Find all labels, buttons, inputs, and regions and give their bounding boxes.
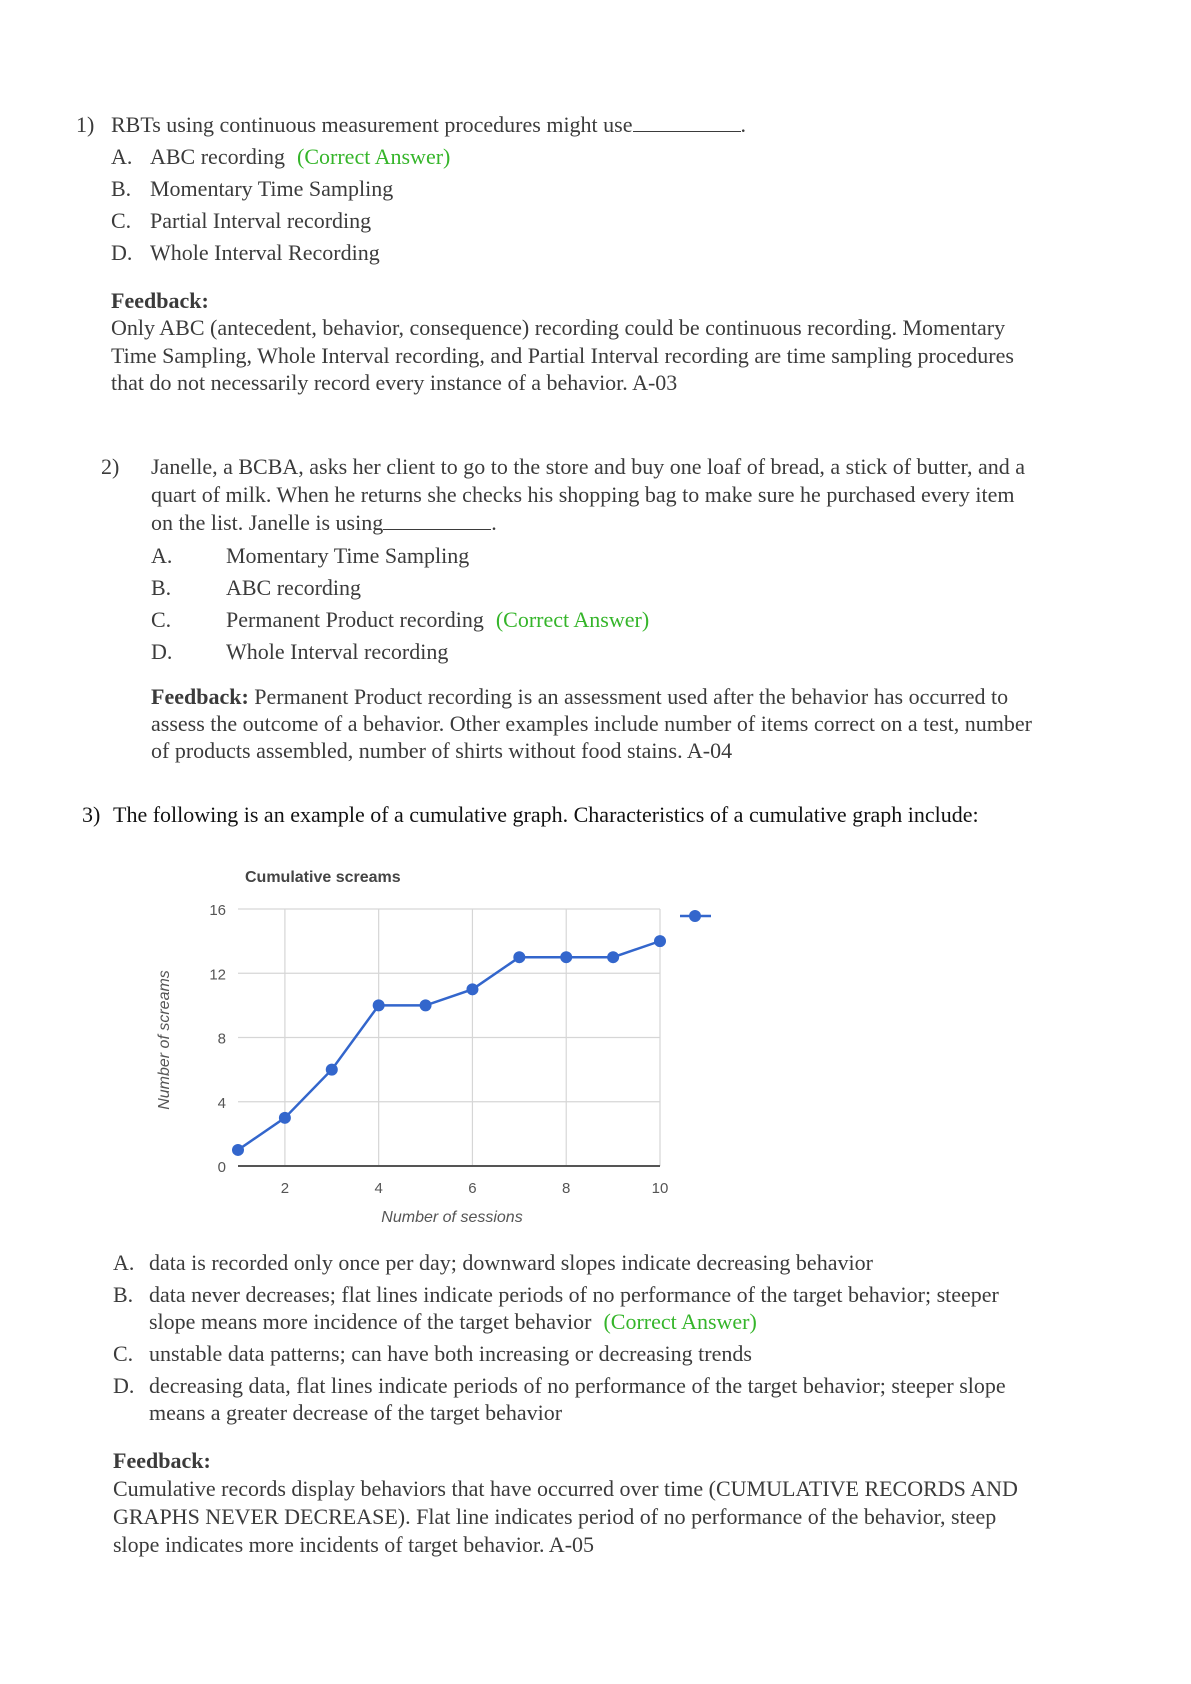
option-text: ABC recording — [150, 144, 286, 169]
q1-number: 1) — [76, 112, 95, 137]
data-point — [607, 951, 619, 963]
q2-stem-end: . — [491, 510, 497, 535]
y-tick-label: 0 — [217, 1159, 226, 1176]
q1-stem — [111, 111, 746, 139]
option-text: Whole Interval recording — [226, 639, 449, 664]
chart-grid — [238, 909, 660, 1166]
q1-stem-end: . — [740, 112, 746, 137]
answer-blank — [633, 111, 741, 132]
option-letter: C. — [111, 208, 132, 233]
x-tick-label: 2 — [280, 1180, 290, 1197]
q3-number: 3) — [82, 802, 101, 827]
option-letter: B. — [151, 575, 172, 600]
option-text: data is recorded only once per day; downward slopes indicate decreasing behavior — [149, 1250, 873, 1275]
q2-stem-line: quart of milk. When he returns she checks his shopping bag to make sure he purchased every item — [151, 482, 1015, 507]
data-point — [466, 983, 478, 995]
x-axis-label: Number of sessions — [381, 1209, 523, 1226]
data-point — [560, 951, 572, 963]
correct-answer-tag: (Correct Answer) — [297, 144, 451, 169]
option-letter: B. — [113, 1282, 134, 1307]
option-text: slope means more incidence of the target behavior — [149, 1309, 592, 1334]
x-tick-label: 4 — [374, 1180, 383, 1197]
option-c — [150, 207, 371, 235]
q2-feedback-line: of products assembled, number of shirts without food stains. A-04 — [151, 738, 733, 763]
data-point — [654, 935, 666, 947]
option-b — [150, 175, 393, 203]
x-tick-label: 8 — [562, 1180, 571, 1197]
option-b — [226, 574, 361, 602]
q2-number: 2) — [101, 454, 120, 479]
option-a — [150, 143, 450, 171]
option-letter: A. — [151, 543, 173, 568]
chart-series — [232, 910, 711, 1156]
option-a — [226, 542, 469, 570]
data-point — [326, 1064, 338, 1076]
option-d — [226, 638, 448, 666]
series-line — [238, 941, 660, 1150]
option-b — [149, 1308, 757, 1336]
option-text: Permanent Product recording — [226, 607, 484, 632]
option-text: unstable data patterns; can have both increasing or decreasing trends — [149, 1341, 752, 1366]
y-tick-label: 16 — [209, 902, 226, 919]
q1-feedback-line: that do not necessarily record every instance of a behavior. A-03 — [111, 370, 678, 395]
y-axis-label: Number of screams — [156, 970, 173, 1110]
option-text: decreasing data, flat lines indicate periods of no performance of the target behavior; steeper slope — [149, 1373, 1006, 1398]
q1-stem-text: RBTs using continuous measurement procedures might use — [111, 112, 633, 137]
y-tick-label: 8 — [217, 1030, 226, 1048]
q3-feedback-label: Feedback: — [113, 1448, 211, 1473]
q1-feedback-label: Feedback: — [111, 288, 209, 313]
option-text: means a greater decrease of the target behavior — [149, 1400, 563, 1425]
y-tick-label: 12 — [209, 966, 226, 984]
q3-feedback-line: GRAPHS NEVER DECREASE). Flat line indicates period of no performance of the behavior, steep — [113, 1504, 997, 1529]
option-letter: A. — [113, 1250, 135, 1275]
option-a — [149, 1249, 873, 1277]
option-letter: C. — [151, 607, 172, 632]
option-d — [150, 239, 380, 267]
option-text: Momentary Time Sampling — [150, 176, 394, 201]
chart-text — [156, 869, 668, 1226]
option-text: Partial Interval recording — [150, 208, 372, 233]
data-point — [373, 999, 385, 1011]
option-b — [149, 1281, 999, 1309]
option-text: Whole Interval Recording — [150, 240, 380, 265]
q3-feedback-line: slope indicates more incidents of target behavior. A-05 — [113, 1532, 595, 1557]
q2-feedback-first — [151, 683, 1008, 711]
q2-feedback-label: Feedback: — [151, 684, 249, 709]
option-c — [149, 1340, 752, 1368]
answer-blank — [383, 509, 491, 530]
chart-title: Cumulative screams — [245, 869, 401, 886]
q2-feedback-line: Permanent Product recording is an assessment used after the behavior has occurred to — [254, 684, 1009, 709]
option-letter: D. — [113, 1373, 135, 1398]
data-point — [279, 1112, 291, 1124]
data-point — [420, 999, 432, 1011]
option-d — [149, 1372, 1006, 1400]
data-point — [513, 951, 525, 963]
x-tick-label: 10 — [651, 1180, 669, 1197]
correct-answer-tag: (Correct Answer) — [495, 607, 650, 632]
option-letter: B. — [111, 176, 132, 201]
correct-answer-tag: (Correct Answer) — [603, 1309, 757, 1334]
y-tick-label: 4 — [217, 1094, 226, 1112]
option-text: data never decreases; flat lines indicate periods of no performance of the target behavior; steeper — [149, 1282, 999, 1307]
q1-feedback-line: Time Sampling, Whole Interval recording, and Partial Interval recording are time sampling procedures — [111, 343, 1014, 368]
x-tick-label: 6 — [468, 1180, 477, 1197]
q1-feedback-line: Only ABC (antecedent, behavior, consequence) recording could be continuous recording. Momentary — [111, 315, 1006, 340]
q2-stem-line: Janelle, a BCBA, asks her client to go to the store and buy one loaf of bread, a stick of butter, and a — [151, 454, 1025, 479]
option-letter: D. — [111, 240, 133, 265]
option-letter: D. — [151, 639, 173, 664]
option-letter: C. — [113, 1341, 134, 1366]
q2-stem-line: on the list. Janelle is using — [151, 510, 384, 535]
q3-feedback-line: Cumulative records display behaviors that have occurred over time (CUMULATIVE RECORDS AND — [113, 1476, 1018, 1501]
option-d — [149, 1399, 562, 1427]
data-point — [232, 1144, 244, 1156]
option-text: Momentary Time Sampling — [226, 543, 470, 568]
option-letter: A. — [111, 144, 133, 169]
legend-marker — [689, 910, 701, 922]
q2-stem-last — [151, 509, 497, 537]
option-c — [226, 606, 649, 634]
option-text: ABC recording — [226, 575, 362, 600]
q3-stem: The following is an example of a cumulative graph. Characteristics of a cumulative graph include: — [113, 802, 979, 827]
q2-feedback-line: assess the outcome of a behavior. Other examples include number of items correct on a test, number — [151, 711, 1032, 736]
